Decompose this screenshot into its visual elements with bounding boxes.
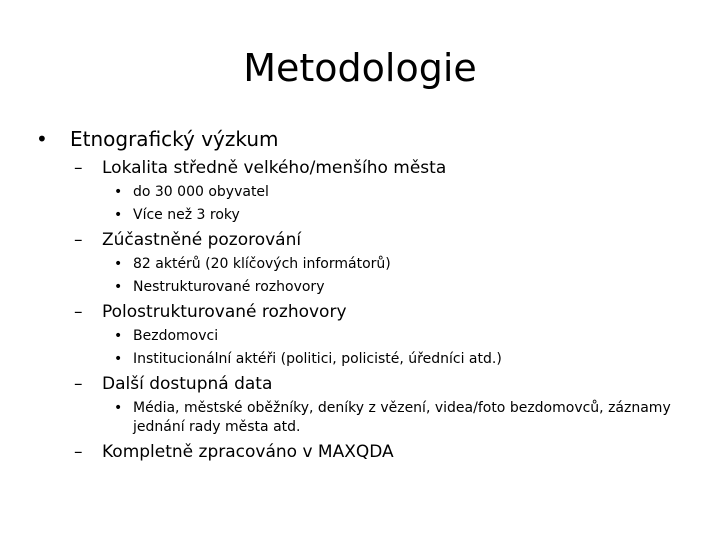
dash-icon: – [74,158,83,178]
dash-icon: – [74,374,83,394]
dash-icon: – [74,442,83,462]
list-item-label: Lokalita středně velkého/menšího města [102,158,447,178]
list-item-label: Zúčastněné pozorování [102,230,302,250]
bullet-icon: • [114,328,123,344]
list-item-label: Nestrukturované rozhovory [133,279,325,295]
list-item-label: Polostrukturované rozhovory [102,302,347,322]
bullet-icon: • [114,207,123,223]
bullet-icon: • [114,256,123,272]
dash-icon: – [74,230,83,250]
list-item-label: Více než 3 roky [133,207,240,223]
list-item-label: Média, městské oběžníky, deníky z vězení, videa/foto bezdomovců, záznamy jednání rady města atd. [133,400,671,435]
list-item-label: Další dostupná data [102,374,273,394]
list-item-label: Etnografický výzkum [70,127,279,151]
list-item-label: 82 aktérů (20 klíčových informátorů) [133,256,391,272]
list-item-label: do 30 000 obyvatel [133,184,269,200]
list-item-label: Bezdomovci [133,328,219,344]
bullet-icon: • [114,184,123,200]
list-item [36,126,48,152]
list-item-label: Kompletně zpracováno v MAXQDA [102,442,394,462]
slide-title: Metodologie [243,46,477,90]
bullet-icon: • [114,351,123,367]
bullet-icon: • [114,400,123,416]
bullet-icon: • [114,279,123,295]
bullet-icon: • [36,127,48,151]
dash-icon: – [74,302,83,322]
list-item-label: Institucionální aktéři (politici, policisté, úředníci atd.) [133,351,502,367]
